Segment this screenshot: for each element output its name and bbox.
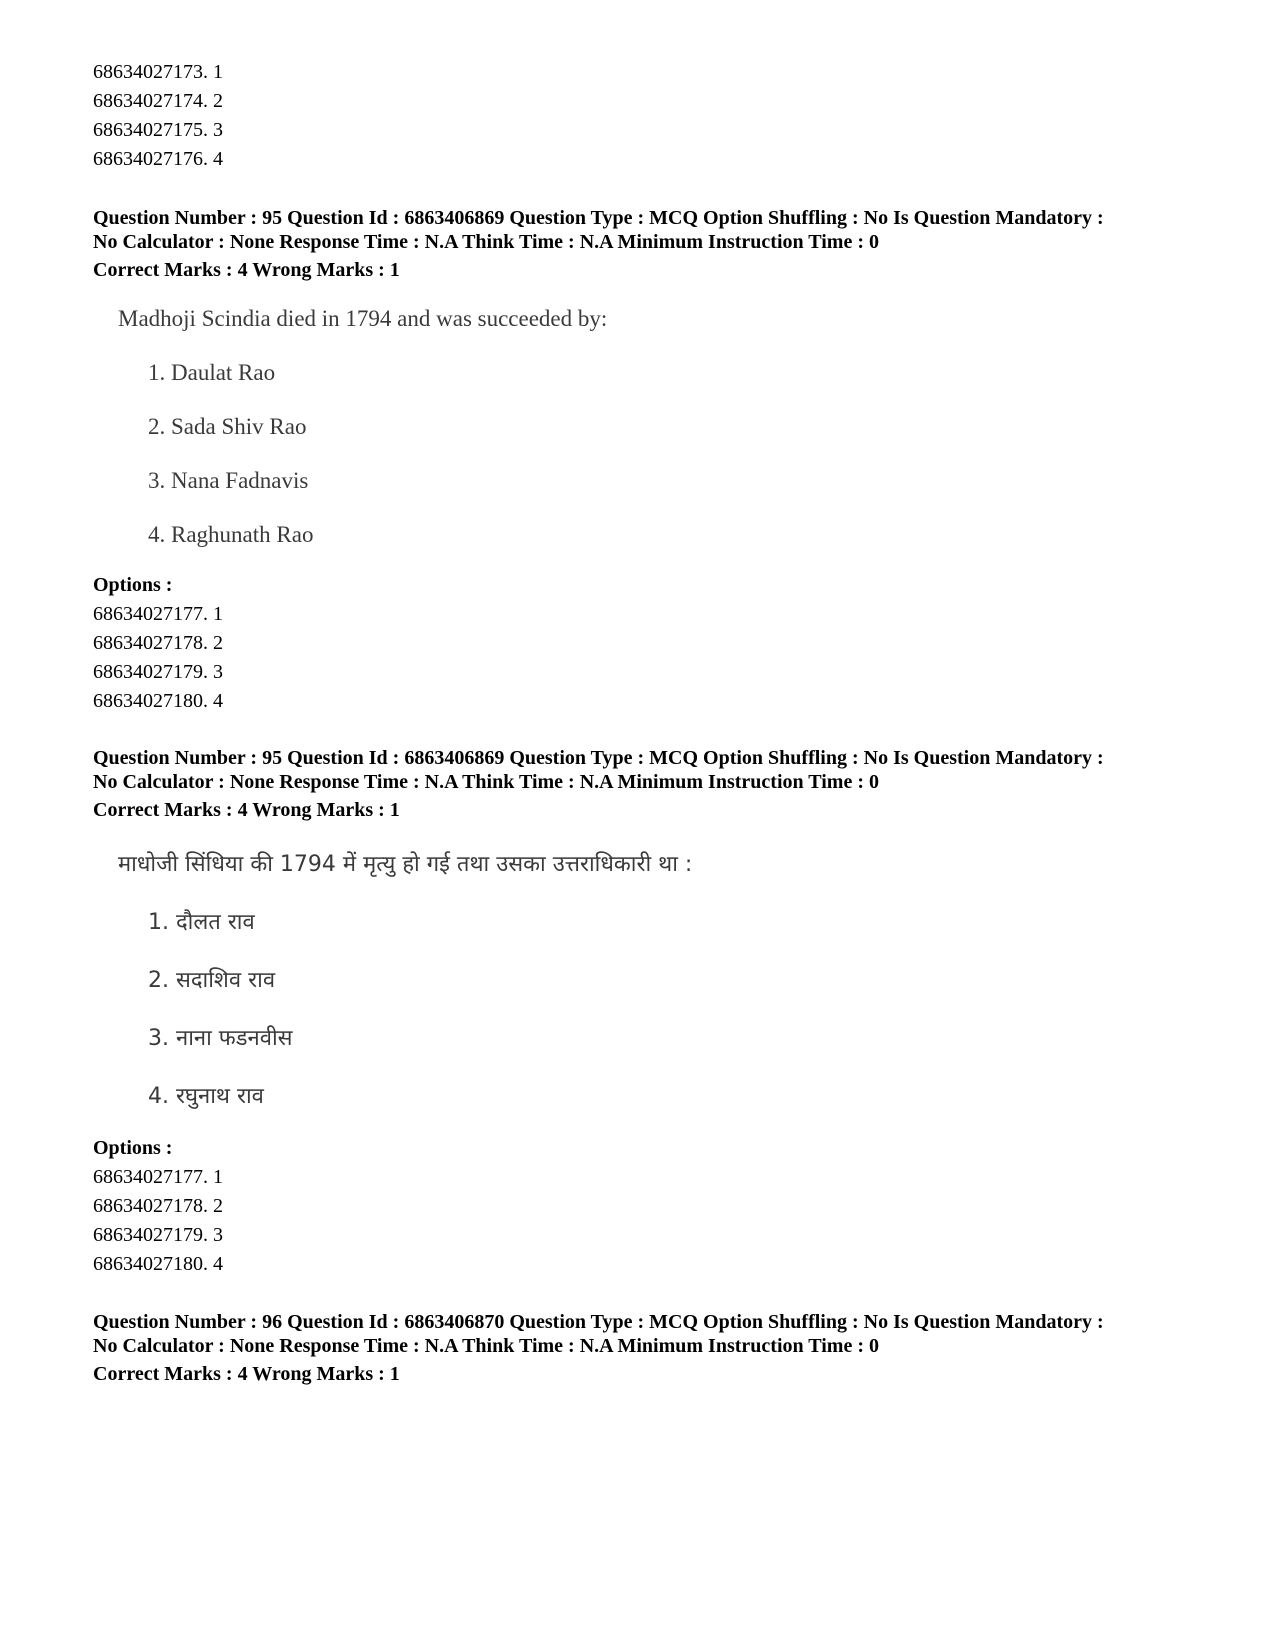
question-meta-line: Question Number : 95 Question Id : 6863406869 Question Type : MCQ Option Shuffling : No Is Question Mandatory : <box>93 747 1104 769</box>
option-line: 68634027180. 4 <box>93 1253 223 1275</box>
option-line: 68634027176. 4 <box>93 148 223 170</box>
option-line: 68634027177. 1 <box>93 603 223 625</box>
question-meta-line: No Calculator : None Response Time : N.A Think Time : N.A Minimum Instruction Time : 0 <box>93 771 879 793</box>
option-line: 68634027179. 3 <box>93 661 223 683</box>
question-choice: 1. Daulat Rao <box>148 360 276 385</box>
option-line: 68634027179. 3 <box>93 1224 223 1246</box>
question-header-3 <box>93 1310 1203 1386</box>
options-block-2 <box>93 1134 1203 1279</box>
question-meta-line: Question Number : 95 Question Id : 6863406869 Question Type : MCQ Option Shuffling : No Is Question Mandatory : <box>93 207 1104 229</box>
question-header-2 <box>93 746 1203 822</box>
options-block-1 <box>93 571 1203 716</box>
option-line: 68634027178. 2 <box>93 1195 223 1217</box>
option-line: 68634027175. 3 <box>93 119 223 141</box>
question-choice: 2. सदाशिव राव <box>148 968 276 993</box>
question-meta-line: Question Number : 96 Question Id : 6863406870 Question Type : MCQ Option Shuffling : No Is Question Mandatory : <box>93 1311 1104 1333</box>
question-marks: Correct Marks : 4 Wrong Marks : 1 <box>93 799 400 821</box>
option-line: 68634027178. 2 <box>93 632 223 654</box>
question-choice: 4. रघुनाथ राव <box>148 1084 264 1109</box>
question-choice: 2. Sada Shiv Rao <box>148 414 307 439</box>
question-choice: 1. दौलत राव <box>148 910 255 935</box>
question-choice: 4. Raghunath Rao <box>148 522 314 547</box>
top-options-list <box>93 58 1203 174</box>
question-meta-line: No Calculator : None Response Time : N.A Think Time : N.A Minimum Instruction Time : 0 <box>93 1335 879 1357</box>
option-line: 68634027173. 1 <box>93 61 223 83</box>
option-line: 68634027174. 2 <box>93 90 223 112</box>
question-marks: Correct Marks : 4 Wrong Marks : 1 <box>93 1363 400 1385</box>
question-stem: माधोजी सिंधिया की 1794 में मृत्यु हो गई तथा उसका उत्तराधिकारी था : <box>118 852 693 877</box>
question-stem: Madhoji Scindia died in 1794 and was succeeded by: <box>118 306 608 331</box>
question-choice: 3. नाना फडनवीस <box>148 1026 293 1051</box>
question-marks: Correct Marks : 4 Wrong Marks : 1 <box>93 259 400 281</box>
question-body-hindi <box>118 848 692 1138</box>
options-label: Options : <box>93 1137 173 1159</box>
question-choice: 3. Nana Fadnavis <box>148 468 309 493</box>
question-header-1 <box>93 206 1203 282</box>
question-body-english <box>118 306 607 576</box>
options-label: Options : <box>93 574 173 596</box>
option-line: 68634027180. 4 <box>93 690 223 712</box>
question-meta-line: No Calculator : None Response Time : N.A Think Time : N.A Minimum Instruction Time : 0 <box>93 231 879 253</box>
option-line: 68634027177. 1 <box>93 1166 223 1188</box>
